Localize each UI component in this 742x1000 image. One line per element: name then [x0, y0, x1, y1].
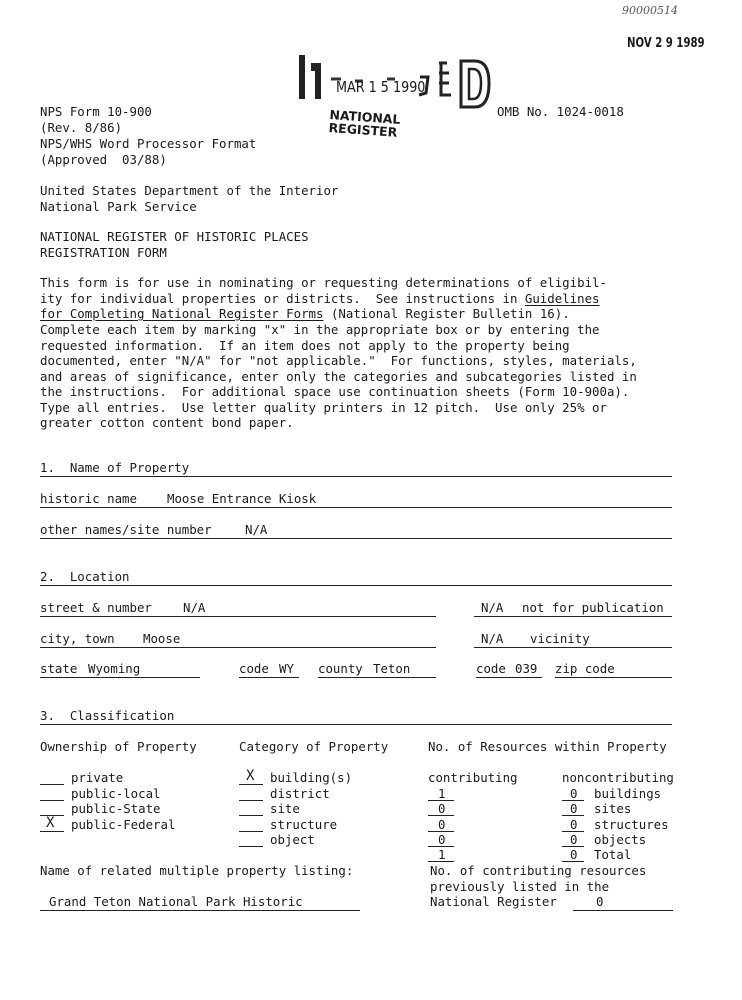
resources-heading: No. of Resources within Property	[428, 739, 667, 754]
contributing-count[interactable]: 0	[438, 832, 446, 847]
section-1-heading: 1. Name of Property	[40, 460, 190, 475]
other-names-label: other names/site number	[40, 522, 212, 537]
field-underline	[40, 647, 436, 648]
street-label: street & number	[40, 600, 152, 615]
county-code-label: code	[476, 661, 506, 676]
field-underline	[573, 910, 673, 911]
ownership-label: public-Federal	[71, 817, 176, 832]
state-field[interactable]: Wyoming	[88, 661, 141, 676]
field-underline	[474, 616, 672, 617]
ownership-heading: Ownership of Property	[40, 739, 197, 754]
field-underline	[40, 910, 360, 911]
checkbox-line	[239, 815, 263, 816]
historic-name-field[interactable]: Moose Entrance Kiosk	[167, 491, 317, 506]
table-row-total	[428, 847, 678, 862]
checkbox-line	[40, 784, 64, 785]
resource-type-label: objects	[594, 832, 647, 847]
omb-number: OMB No. 1024-0018	[497, 104, 624, 119]
checkbox-mark: X	[246, 768, 255, 784]
noncontributing-header: noncontributing	[562, 770, 674, 785]
category-label: district	[270, 786, 330, 801]
instructions-line	[40, 291, 600, 307]
category-option-structure[interactable]	[239, 817, 409, 832]
instructions-line: requested information. If an item does not apply to the property being	[40, 338, 570, 353]
contributing-total[interactable]: 1	[438, 847, 446, 862]
form-subtitle: REGISTRATION FORM	[40, 245, 167, 260]
instructions-line: Complete each item by marking "x" in the appropriate box or by entering the	[40, 322, 600, 337]
section-divider	[40, 724, 672, 725]
category-option-site[interactable]	[239, 801, 409, 816]
city-label: city, town	[40, 631, 115, 646]
field-underline	[474, 647, 672, 648]
field-underline	[555, 677, 672, 678]
instructions-line: and areas of significance, enter only the categories and subcategories listed in	[40, 369, 637, 384]
category-label: building(s)	[270, 770, 353, 785]
contributing-count[interactable]: 0	[438, 817, 446, 832]
checkbox-line	[239, 846, 263, 847]
table-row	[428, 817, 678, 832]
handwritten-reference-number: 90000514	[622, 4, 678, 17]
county-label: county	[318, 661, 363, 676]
instructions-line	[40, 306, 570, 322]
instructions-line: This form is for use in nominating or requesting determinations of eligibil-	[40, 275, 607, 290]
category-option-buildings[interactable]	[239, 770, 409, 785]
received-stamp-date: MAR 1 5 1990	[336, 78, 426, 96]
contributing-count[interactable]: 0	[438, 801, 446, 816]
receipt-date-stamp: NOV 2 9 1989	[627, 36, 705, 51]
national-register-stamp: NATIONAL REGISTER	[328, 107, 401, 140]
checkbox-mark: X	[46, 815, 55, 831]
count-underline	[562, 815, 584, 816]
contributing-header: contributing	[428, 770, 518, 785]
category-option-district[interactable]	[239, 786, 409, 801]
noncontributing-count[interactable]: 0	[570, 801, 578, 816]
resource-type-label: sites	[594, 801, 632, 816]
instructions-text: (National Register Bulletin 16).	[323, 306, 570, 321]
category-label: object	[270, 832, 315, 847]
field-underline	[239, 677, 299, 678]
not-for-publication-value[interactable]: N/A	[481, 600, 504, 615]
contributing-count[interactable]: 1	[438, 786, 446, 801]
field-underline	[40, 538, 672, 539]
form-format: NPS/WHS Word Processor Format	[40, 136, 257, 151]
section-divider	[40, 585, 672, 586]
ownership-label: public-State	[71, 801, 161, 816]
ownership-option-public-local[interactable]	[40, 786, 210, 801]
form-revision: (Rev. 8/86)	[40, 120, 123, 135]
multiple-listing-label: Name of related multiple property listing:	[40, 863, 354, 878]
noncontributing-total[interactable]: 0	[570, 847, 578, 862]
previously-listed-count[interactable]: 0	[596, 894, 604, 909]
multiple-listing-field[interactable]: Grand Teton National Park Historic	[49, 894, 303, 909]
instructions-line: greater cotton content bond paper.	[40, 415, 294, 430]
table-row	[428, 801, 678, 816]
resource-type-label: buildings	[594, 786, 662, 801]
county-field[interactable]: Teton	[373, 661, 411, 676]
checkbox-line	[239, 784, 263, 785]
table-row	[428, 832, 678, 847]
resource-type-label: structures	[594, 817, 669, 832]
field-underline	[318, 677, 436, 678]
category-label: structure	[270, 817, 338, 832]
form-number: NPS Form 10-900	[40, 104, 152, 119]
field-underline	[476, 677, 542, 678]
noncontributing-count[interactable]: 0	[570, 832, 578, 847]
section-divider	[40, 476, 672, 477]
count-underline	[562, 861, 584, 862]
agency-department: United States Department of the Interior	[40, 183, 339, 198]
ownership-option-public-federal[interactable]	[40, 817, 210, 832]
instructions-line: the instructions. For additional space use continuation sheets (Form 10-900a).	[40, 384, 630, 399]
vicinity-label: vicinity	[530, 631, 590, 646]
zip-code-label: zip code	[555, 661, 615, 676]
field-underline	[40, 616, 436, 617]
noncontributing-count[interactable]: 0	[570, 786, 578, 801]
instructions-line: Type all entries. Use letter quality printers in 12 pitch. Use only 25% or	[40, 400, 607, 415]
noncontributing-count[interactable]: 0	[570, 817, 578, 832]
state-code-field[interactable]: WY	[279, 661, 294, 676]
field-underline	[40, 507, 672, 508]
previously-listed-label: National Register	[430, 894, 557, 909]
field-underline	[40, 677, 200, 678]
guidelines-reference: for Completing National Register Forms	[40, 306, 324, 321]
instructions-line: documented, enter "N/A" for "not applicable." For functions, styles, materials,	[40, 353, 637, 368]
vicinity-value[interactable]: N/A	[481, 631, 504, 646]
city-field[interactable]: Moose	[143, 631, 181, 646]
count-underline	[428, 861, 454, 862]
category-option-object[interactable]	[239, 832, 409, 847]
ownership-option-private[interactable]	[40, 770, 210, 785]
ownership-option-public-state[interactable]	[40, 801, 210, 816]
not-for-publication-label: not for publication	[522, 600, 664, 615]
section-2-heading: 2. Location	[40, 569, 130, 584]
previously-listed-label: previously listed in the	[430, 879, 610, 894]
ownership-label: private	[71, 770, 124, 785]
historic-name-label: historic name	[40, 491, 137, 506]
guidelines-reference: Guidelines	[524, 291, 600, 306]
form-title: NATIONAL REGISTER OF HISTORIC PLACES	[40, 229, 309, 244]
street-field[interactable]: N/A	[183, 600, 206, 615]
form-approved: (Approved 03/88)	[40, 152, 167, 167]
agency-service: National Park Service	[40, 199, 197, 214]
previously-listed-label: No. of contributing resources	[430, 863, 647, 878]
table-row	[428, 786, 678, 801]
category-heading: Category of Property	[239, 739, 389, 754]
count-underline	[428, 815, 454, 816]
resource-type-label: Total	[594, 847, 632, 862]
other-names-field[interactable]: N/A	[245, 522, 268, 537]
state-code-label: code	[239, 661, 269, 676]
county-code-field[interactable]: 039	[515, 661, 538, 676]
state-label: state	[40, 661, 78, 676]
checkbox-line	[40, 831, 64, 832]
instructions-text: ity for individual properties or districts. See instructions in	[40, 291, 525, 306]
ownership-label: public-local	[71, 786, 161, 801]
section-3-heading: 3. Classification	[40, 708, 175, 723]
category-label: site	[270, 801, 300, 816]
